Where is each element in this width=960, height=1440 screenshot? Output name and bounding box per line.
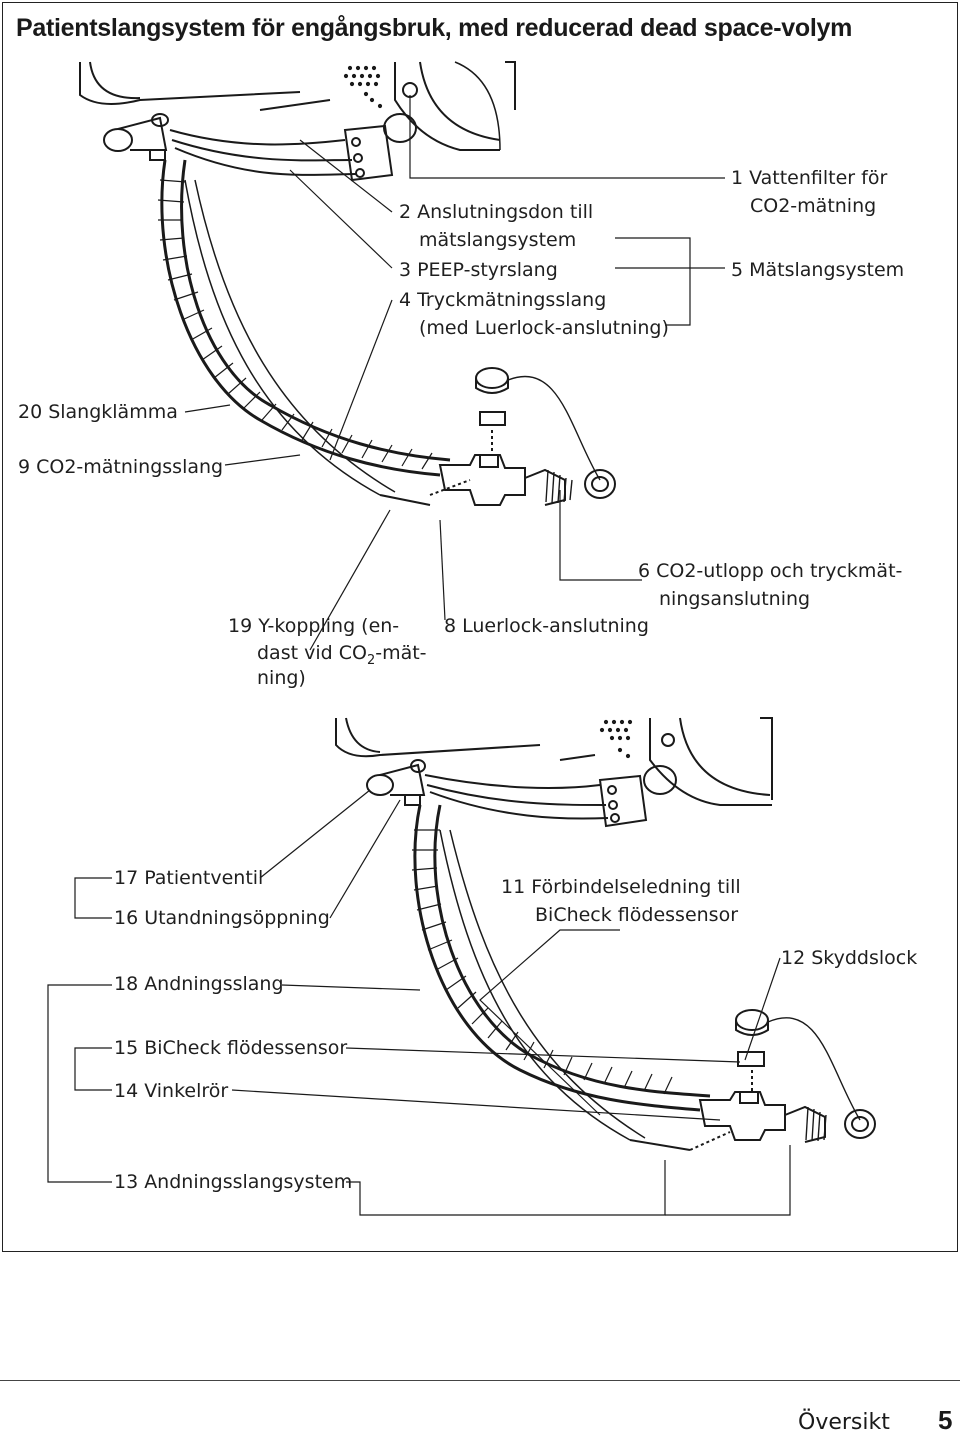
label-4-pressure-tube	[399, 286, 606, 314]
label-12-protective-cap	[781, 944, 917, 972]
label-17-patient-valve	[114, 864, 263, 892]
label-3-peep	[399, 256, 558, 284]
label-4-text: Tryckmätningsslang	[417, 289, 607, 311]
label-8-text: Luerlock-anslutning	[462, 615, 649, 637]
footer-section-title: Översikt	[798, 1410, 890, 1435]
label-8-number: 8	[444, 615, 457, 637]
label-20-text: Slangklämma	[48, 401, 178, 423]
page-number: 5	[938, 1405, 953, 1435]
label-20-number: 20	[18, 401, 43, 423]
label-5-number: 5	[731, 259, 744, 281]
label-19-line2-a: dast vid CO	[257, 642, 367, 664]
label-17-text: Patientventil	[144, 867, 264, 889]
label-1-water-filter	[731, 164, 887, 192]
label-18-text: Andningsslang	[144, 973, 284, 995]
label-19-line2-sub: 2	[366, 652, 376, 668]
label-2-text: Anslutningsdon till	[417, 201, 594, 223]
label-15-number: 15	[114, 1037, 139, 1059]
page-title: Patientslangsystem för engångsbruk, med reducerad dead space-volym	[16, 14, 853, 42]
label-5-measuring-system	[731, 256, 904, 284]
label-16-exhalation-port	[114, 904, 330, 932]
label-15-text: BiCheck flödessensor	[144, 1037, 348, 1059]
label-11-connection-line	[501, 873, 741, 901]
label-6-line2: ningsanslutning	[659, 588, 811, 610]
footer-divider	[0, 1380, 960, 1381]
label-15-flow-sensor	[114, 1034, 347, 1062]
label-4-number: 4	[399, 289, 412, 311]
label-2-number: 2	[399, 201, 412, 223]
label-2-line2: mätslangsystem	[419, 229, 577, 251]
label-19-y-piece	[228, 612, 399, 640]
label-1-number: 1	[731, 167, 744, 189]
label-16-number: 16	[114, 907, 139, 929]
label-18-breathing-tube	[114, 970, 284, 998]
label-12-number: 12	[781, 947, 806, 969]
label-19-text: Y-koppling (en-	[258, 615, 400, 637]
label-16-text: Utandningsöppning	[144, 907, 330, 929]
label-14-number: 14	[114, 1080, 139, 1102]
label-13-breathing-system	[114, 1168, 352, 1196]
label-19-number: 19	[228, 615, 253, 637]
label-11-number: 11	[501, 876, 526, 898]
label-6-text: CO2-utlopp och tryckmät-	[656, 560, 903, 582]
label-11-line2: BiCheck flödessensor	[535, 904, 739, 926]
label-20-clamp	[18, 398, 178, 426]
label-19-line3: ning)	[257, 667, 306, 689]
label-19-line2-b: -mät-	[375, 642, 427, 664]
label-13-text: Andningsslangsystem	[144, 1171, 353, 1193]
label-2-connector	[399, 198, 593, 226]
label-3-text: PEEP-styrslang	[417, 259, 558, 281]
label-9-text: CO2-mätningsslang	[36, 456, 224, 478]
label-12-text: Skyddslock	[811, 947, 918, 969]
label-9-number: 9	[18, 456, 31, 478]
label-6-number: 6	[638, 560, 651, 582]
label-3-number: 3	[399, 259, 412, 281]
label-1-text: Vattenfilter för	[749, 167, 888, 189]
label-13-number: 13	[114, 1171, 139, 1193]
label-8-luerlock	[444, 612, 649, 640]
label-5-text: Mätslangsystem	[749, 259, 905, 281]
label-17-number: 17	[114, 867, 139, 889]
label-18-number: 18	[114, 973, 139, 995]
label-6-co2-outlet	[638, 557, 902, 585]
label-11-text: Förbindelseledning till	[531, 876, 741, 898]
label-14-text: Vinkelrör	[144, 1080, 229, 1102]
label-14-elbow	[114, 1077, 228, 1105]
label-4-line2: (med Luerlock-anslutning)	[419, 317, 669, 339]
label-9-co2-tube	[18, 453, 223, 481]
label-1-line2: CO2-mätning	[750, 195, 877, 217]
